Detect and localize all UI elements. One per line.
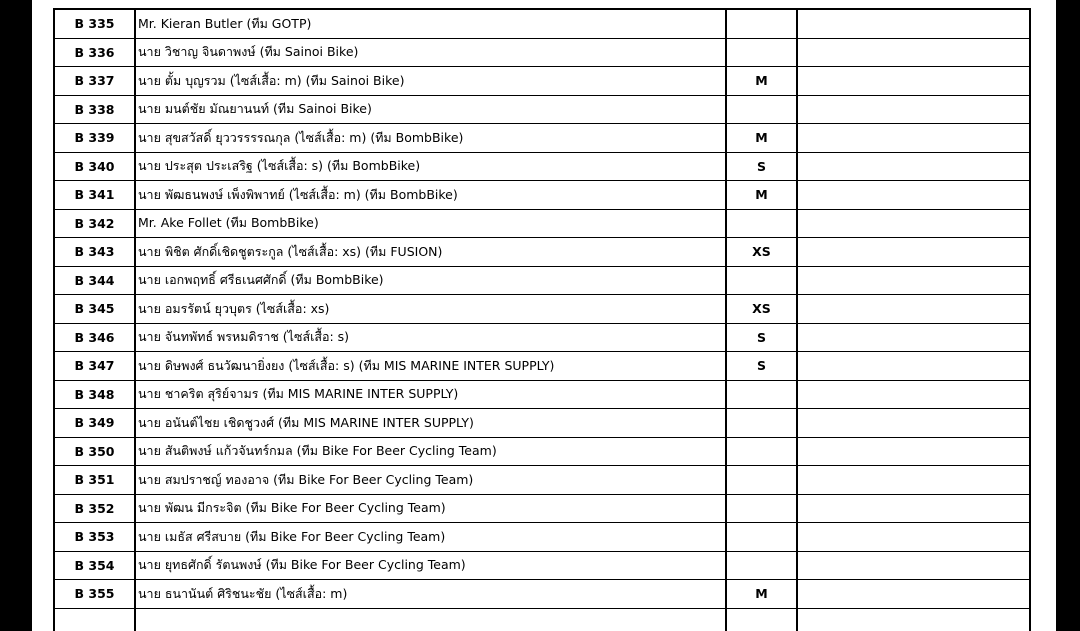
participant-name-cell: Mr. Kieran Butler (ทีม GOTP) [135,9,726,38]
bib-number-cell: B 352 [54,494,135,523]
empty-cell [797,380,1030,409]
bib-number-cell: B 344 [54,266,135,295]
table-row [54,152,1030,181]
shirt-size-cell: XS [726,295,797,324]
empty-cell [726,608,797,631]
shirt-size-cell [726,466,797,495]
bib-number-cell: B 335 [54,9,135,38]
participant-name-cell: นาย เมธัส ศรีสบาย (ทีม Bike For Beer Cycling Team) [135,523,726,552]
empty-cell [797,209,1030,238]
bib-number-cell: B 339 [54,124,135,153]
table-row [54,181,1030,210]
empty-cell [797,238,1030,267]
empty-cell [54,608,135,631]
participant-name-cell: นาย สมปราชญ์ ทองอาจ (ทีม Bike For Beer Cycling Team) [135,466,726,495]
participant-name-cell: นาย เอกพฤทธิ์ ศรีธเนศศักดิ์ (ทีม BombBike) [135,266,726,295]
shirt-size-cell: S [726,352,797,381]
bib-number-cell: B 350 [54,437,135,466]
empty-cell [797,437,1030,466]
document-page [32,0,1056,631]
shirt-size-cell: M [726,181,797,210]
table-row [54,466,1030,495]
table-row [54,209,1030,238]
empty-cell [797,9,1030,38]
table-row [54,238,1030,267]
table-row [54,409,1030,438]
bib-number-cell: B 336 [54,38,135,67]
shirt-size-cell: M [726,67,797,96]
participant-name-cell: นาย ยุทธศักดิ์ รัตนพงษ์ (ทีม Bike For Beer Cycling Team) [135,551,726,580]
empty-cell [797,295,1030,324]
participant-name-cell: นาย พัฒน มีกระจิต (ทีม Bike For Beer Cycling Team) [135,494,726,523]
bib-number-cell: B 337 [54,67,135,96]
shirt-size-cell [726,494,797,523]
participant-name-cell: นาย สุขสวัสดิ์ ยุววรรรรณกุล (ไซส์เสื้อ: m) (ทีม BombBike) [135,124,726,153]
empty-cell [797,409,1030,438]
empty-cell [797,266,1030,295]
table-row [54,323,1030,352]
shirt-size-cell [726,409,797,438]
shirt-size-cell [726,523,797,552]
table-row [54,38,1030,67]
participant-name-cell: นาย พิชิต ศักดิ์เชิดชูตระกูล (ไซส์เสื้อ: xs) (ทีม FUSION) [135,238,726,267]
bib-number-cell: B 353 [54,523,135,552]
shirt-size-cell [726,551,797,580]
empty-cell [797,38,1030,67]
participant-name-cell: นาย สันติพงษ์ แก้วจันทร์กมล (ทีม Bike For Beer Cycling Team) [135,437,726,466]
shirt-size-cell: S [726,152,797,181]
bib-number-cell: B 341 [54,181,135,210]
empty-cell [797,466,1030,495]
empty-cell [797,323,1030,352]
empty-cell [797,67,1030,96]
participant-name-cell: นาย ประสุต ประเสริฐ (ไซส์เสื้อ: s) (ทีม BombBike) [135,152,726,181]
table-row [54,266,1030,295]
shirt-size-cell: M [726,124,797,153]
table-row [54,352,1030,381]
empty-cell [797,580,1030,609]
bib-number-cell: B 355 [54,580,135,609]
bib-number-cell: B 351 [54,466,135,495]
shirt-size-cell [726,437,797,466]
empty-cell [797,608,1030,631]
shirt-size-cell [726,209,797,238]
shirt-size-cell [726,38,797,67]
table-row [54,551,1030,580]
bib-number-cell: B 346 [54,323,135,352]
shirt-size-cell [726,380,797,409]
participant-name-cell: Mr. Ake Follet (ทีม BombBike) [135,209,726,238]
table-row [54,494,1030,523]
bib-number-cell: B 338 [54,95,135,124]
table-row [54,95,1030,124]
registration-table [53,8,1031,631]
bib-number-cell: B 354 [54,551,135,580]
bib-number-cell: B 349 [54,409,135,438]
participant-name-cell: นาย จันทพัทธ์ พรหมดิราช (ไซส์เสื้อ: s) [135,323,726,352]
empty-cell [797,152,1030,181]
table-row [54,9,1030,38]
participant-name-cell: นาย อมรรัตน์ ยุวบุตร (ไซส์เสื้อ: xs) [135,295,726,324]
participant-name-cell: นาย วิชาญ จินดาพงษ์ (ทีม Sainoi Bike) [135,38,726,67]
table-row [54,67,1030,96]
shirt-size-cell [726,9,797,38]
table-row [54,124,1030,153]
table-row-partial [54,608,1030,631]
shirt-size-cell [726,95,797,124]
empty-cell [797,95,1030,124]
bib-number-cell: B 342 [54,209,135,238]
participant-name-cell: นาย ธนานันต์ ศิริชนะชัย (ไซส์เสื้อ: m) [135,580,726,609]
bib-number-cell: B 347 [54,352,135,381]
table-row [54,523,1030,552]
table-row [54,580,1030,609]
shirt-size-cell [726,266,797,295]
participant-name-cell: นาย อนันต์ไชย เชิดชูวงศ์ (ทีม MIS MARINE INTER SUPPLY) [135,409,726,438]
empty-cell [797,124,1030,153]
bib-number-cell: B 348 [54,380,135,409]
empty-cell [797,551,1030,580]
bib-number-cell: B 340 [54,152,135,181]
empty-cell [797,494,1030,523]
participant-name-cell: นาย พัฒธนพงษ์ เพ็งพิพาทย์ (ไซส์เสื้อ: m) (ทีม BombBike) [135,181,726,210]
empty-cell [135,608,726,631]
participant-name-cell: นาย ตั้ม บุญรวม (ไซส์เสื้อ: m) (ทีม Sainoi Bike) [135,67,726,96]
bib-number-cell: B 343 [54,238,135,267]
participant-name-cell: นาย ดิษพงศ์ ธนวัฒนายิ่งยง (ไซส์เสื้อ: s) (ทีม MIS MARINE INTER SUPPLY) [135,352,726,381]
shirt-size-cell: S [726,323,797,352]
participant-name-cell: นาย มนต์ชัย มัณยานนท์ (ทีม Sainoi Bike) [135,95,726,124]
empty-cell [797,352,1030,381]
table-row [54,295,1030,324]
participant-name-cell: นาย ชาคริต สุริย์จามร (ทีม MIS MARINE INTER SUPPLY) [135,380,726,409]
shirt-size-cell: XS [726,238,797,267]
empty-cell [797,181,1030,210]
table-row [54,437,1030,466]
bib-number-cell: B 345 [54,295,135,324]
table-body [54,9,1030,631]
table-row [54,380,1030,409]
empty-cell [797,523,1030,552]
shirt-size-cell: M [726,580,797,609]
